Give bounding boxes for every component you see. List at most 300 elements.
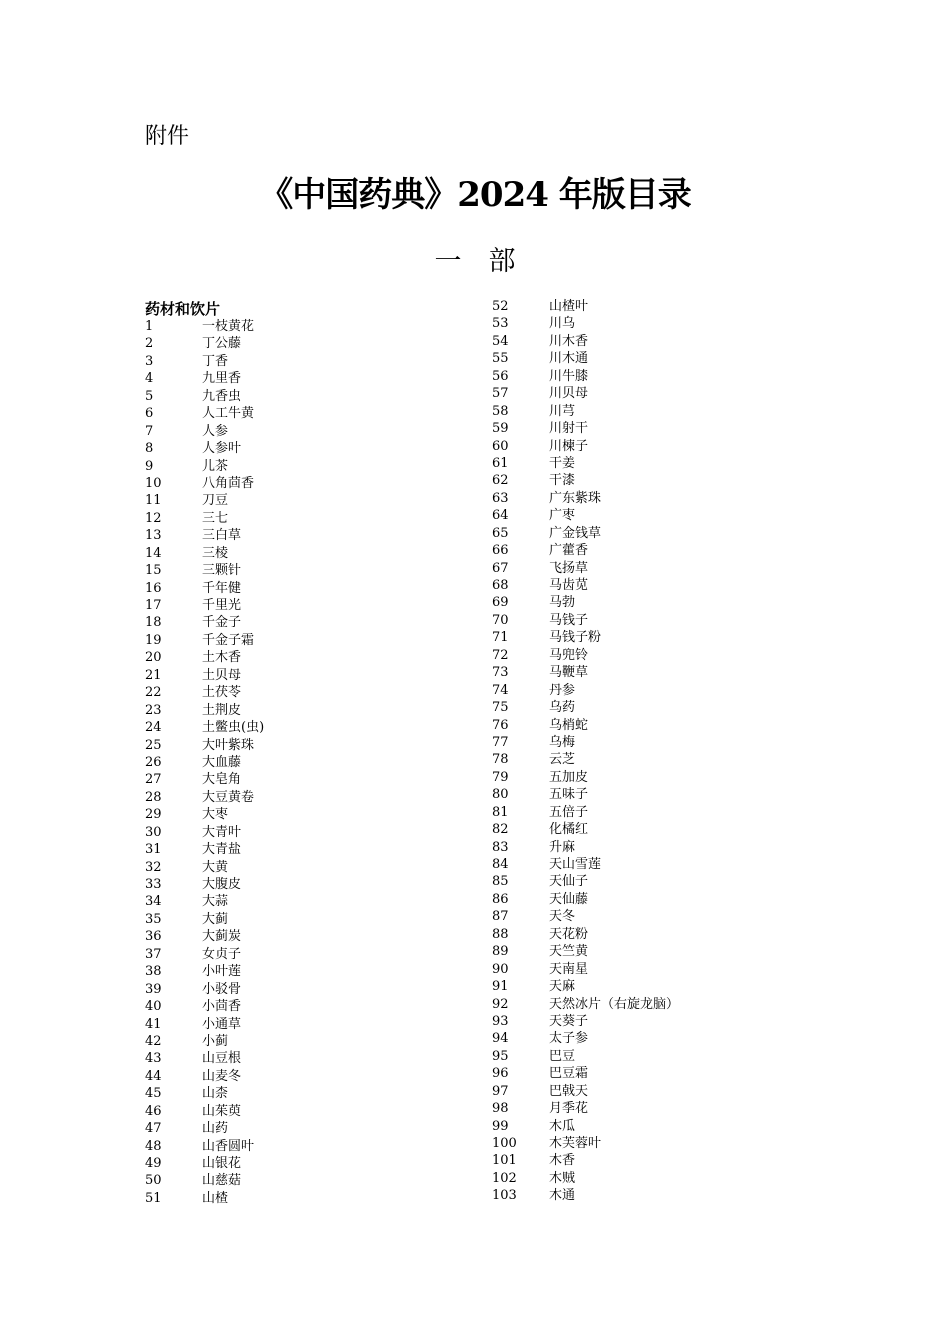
entry-name: 天竺黄 xyxy=(549,944,589,960)
entry-name: 土荆皮 xyxy=(202,702,242,718)
entry-name: 马齿苋 xyxy=(549,578,589,593)
entry-name: 月季花 xyxy=(549,1101,589,1117)
toc-entry xyxy=(492,1030,679,1047)
toc-entry xyxy=(492,403,679,420)
entry-number: 89 xyxy=(492,944,509,960)
toc-entry xyxy=(492,1152,679,1169)
entry-number: 82 xyxy=(492,822,509,838)
toc-entry xyxy=(145,737,264,754)
entry-name: 川牛膝 xyxy=(549,368,589,384)
entry-number: 31 xyxy=(145,842,162,858)
entry-number: 29 xyxy=(145,807,162,823)
entry-number: 33 xyxy=(145,877,162,892)
entry-name: 川楝子 xyxy=(549,438,589,454)
toc-entry xyxy=(145,1068,264,1085)
toc-entry xyxy=(145,475,264,492)
entry-number: 68 xyxy=(492,578,509,593)
entry-name: 人工牛黄 xyxy=(202,406,255,422)
toc-entry xyxy=(492,856,679,873)
toc-entry xyxy=(145,649,264,666)
entry-number: 42 xyxy=(145,1033,162,1049)
entry-name: 五倍子 xyxy=(549,804,589,820)
toc-entry xyxy=(492,472,679,489)
toc-entry xyxy=(145,597,264,614)
toc-entry xyxy=(492,490,679,507)
entry-name: 土鳖虫(虫) xyxy=(202,720,265,736)
entry-number: 8 xyxy=(145,441,154,457)
entry-name: 山慈菇 xyxy=(202,1173,242,1189)
entry-name: 天花粉 xyxy=(549,926,589,942)
toc-entry xyxy=(145,580,264,597)
entry-number: 38 xyxy=(145,964,162,980)
entry-name: 干漆 xyxy=(549,473,576,489)
entry-name: 天麻 xyxy=(549,979,576,995)
entry-number: 27 xyxy=(145,772,162,788)
section-heading: 药材和饮片 xyxy=(145,300,221,318)
toc-entry xyxy=(492,717,679,734)
entry-number: 62 xyxy=(492,473,509,489)
toc-entry xyxy=(492,577,679,594)
entry-name: 大枣 xyxy=(202,807,229,823)
entry-name: 乌梅 xyxy=(549,734,576,750)
entry-name: 川木香 xyxy=(549,333,589,349)
entry-name: 八角茴香 xyxy=(202,475,255,491)
entry-name: 大血藤 xyxy=(202,754,242,770)
entry-number: 15 xyxy=(145,563,162,579)
toc-entry xyxy=(492,996,679,1013)
toc-entry xyxy=(492,438,679,455)
entry-number: 78 xyxy=(492,752,509,768)
toc-entry xyxy=(145,335,264,352)
entry-number: 39 xyxy=(145,981,162,997)
entry-name: 五味子 xyxy=(549,787,589,803)
entry-number: 93 xyxy=(492,1013,509,1029)
entry-name: 大青叶 xyxy=(202,824,242,840)
entry-number: 45 xyxy=(145,1086,162,1102)
entry-number: 81 xyxy=(492,804,509,820)
toc-entry xyxy=(492,1013,679,1030)
entry-number: 4 xyxy=(145,371,154,387)
entry-number: 25 xyxy=(145,737,162,753)
entry-name: 小通草 xyxy=(202,1016,242,1032)
entry-number: 70 xyxy=(492,612,509,628)
entry-name: 马鞭草 xyxy=(549,665,589,681)
entry-number: 46 xyxy=(145,1103,162,1119)
entry-number: 61 xyxy=(492,455,509,471)
entry-number: 64 xyxy=(492,508,509,524)
toc-entry xyxy=(145,1033,264,1050)
entry-name: 大青盐 xyxy=(202,842,242,858)
entry-number: 17 xyxy=(145,598,162,613)
entry-number: 5 xyxy=(145,388,154,404)
toc-entry xyxy=(145,806,264,823)
entry-number: 24 xyxy=(145,720,162,736)
toc-entry xyxy=(492,839,679,856)
entry-name: 乌梢蛇 xyxy=(549,717,589,733)
entry-number: 75 xyxy=(492,700,509,716)
entry-name: 人参叶 xyxy=(202,441,242,457)
entry-number: 52 xyxy=(492,299,509,314)
entry-name: 飞扬草 xyxy=(549,560,589,576)
toc-entry xyxy=(145,719,264,736)
toc-entry xyxy=(492,961,679,978)
entry-name: 小叶莲 xyxy=(202,964,242,980)
entry-name: 小驳骨 xyxy=(202,981,242,997)
toc-entry xyxy=(492,368,679,385)
entry-name: 马钱子粉 xyxy=(549,630,602,646)
entry-number: 3 xyxy=(145,353,154,369)
toc-entry xyxy=(492,629,679,646)
toc-entry xyxy=(145,510,264,527)
toc-entry xyxy=(492,769,679,786)
entry-name: 千金子霜 xyxy=(202,632,255,648)
entry-number: 10 xyxy=(145,475,162,491)
toc-entry xyxy=(145,440,264,457)
entry-number: 63 xyxy=(492,490,509,506)
entry-number: 35 xyxy=(145,911,162,927)
entry-number: 59 xyxy=(492,421,509,437)
entry-number: 40 xyxy=(145,999,162,1015)
entry-name: 川射干 xyxy=(549,421,589,437)
entry-name: 大蓟炭 xyxy=(202,929,242,945)
toc-entry xyxy=(145,981,264,998)
entry-name: 丹参 xyxy=(549,682,576,698)
toc-entry xyxy=(492,612,679,629)
entry-number: 94 xyxy=(492,1031,509,1047)
entry-name: 乌药 xyxy=(549,700,576,716)
toc-entry xyxy=(145,388,264,405)
entry-name: 小茴香 xyxy=(202,999,242,1015)
attachment-label: 附件 xyxy=(145,124,190,149)
entry-number: 100 xyxy=(492,1136,517,1151)
entry-name: 马勃 xyxy=(549,595,576,611)
toc-column-right xyxy=(492,298,679,1205)
entry-name: 大黄 xyxy=(202,859,229,875)
entry-name: 丁公藤 xyxy=(202,336,242,352)
toc-entry xyxy=(145,458,264,475)
entry-name: 川芎 xyxy=(549,403,576,419)
toc-entry xyxy=(492,1065,679,1082)
toc-entry xyxy=(492,1100,679,1117)
entry-name: 木通 xyxy=(549,1188,576,1204)
entry-name: 山香圆叶 xyxy=(202,1138,255,1154)
entry-number: 56 xyxy=(492,368,509,384)
entry-name: 土木香 xyxy=(202,650,242,666)
toc-entry xyxy=(145,754,264,771)
entry-name: 土贝母 xyxy=(202,667,242,683)
entry-number: 41 xyxy=(145,1016,162,1032)
entry-number: 77 xyxy=(492,734,509,750)
toc-entry xyxy=(145,527,264,544)
entry-number: 23 xyxy=(145,702,162,718)
entry-number: 92 xyxy=(492,996,509,1012)
toc-entry xyxy=(145,824,264,841)
toc-entry xyxy=(145,492,264,509)
toc-entry xyxy=(492,664,679,681)
entry-number: 60 xyxy=(492,438,509,454)
entry-name: 天仙藤 xyxy=(549,891,589,907)
toc-entry xyxy=(145,370,264,387)
toc-entry xyxy=(145,1190,264,1207)
toc-entry xyxy=(492,315,679,332)
entry-number: 6 xyxy=(145,406,154,422)
entry-name: 马钱子 xyxy=(549,612,589,628)
entry-name: 丁香 xyxy=(202,353,229,369)
toc-entry xyxy=(492,734,679,751)
toc-entry xyxy=(492,1118,679,1135)
toc-entry xyxy=(492,908,679,925)
entry-number: 66 xyxy=(492,543,509,559)
toc-entry xyxy=(145,946,264,963)
entry-number: 16 xyxy=(145,580,162,596)
part-heading: 一 部 xyxy=(434,246,516,277)
entry-number: 50 xyxy=(145,1173,162,1189)
entry-name: 大腹皮 xyxy=(202,877,242,892)
toc-entry xyxy=(145,893,264,910)
entry-number: 30 xyxy=(145,824,162,840)
entry-number: 96 xyxy=(492,1066,509,1082)
toc-entry xyxy=(145,684,264,701)
entry-number: 14 xyxy=(145,545,162,561)
toc-entry xyxy=(145,911,264,928)
toc-entry xyxy=(492,1187,679,1204)
toc-entry xyxy=(145,1016,264,1033)
entry-number: 65 xyxy=(492,525,509,541)
entry-number: 76 xyxy=(492,717,509,733)
toc-entry xyxy=(145,928,264,945)
entry-name: 广藿香 xyxy=(549,543,589,559)
toc-entry xyxy=(492,1135,679,1152)
entry-number: 13 xyxy=(145,528,162,544)
toc-entry xyxy=(145,876,264,893)
entry-name: 广金钱草 xyxy=(549,525,602,541)
toc-entry xyxy=(492,804,679,821)
toc-entry xyxy=(145,1103,264,1120)
toc-entry xyxy=(492,507,679,524)
entry-name: 大蓟 xyxy=(202,911,229,927)
entry-number: 73 xyxy=(492,665,509,681)
entry-number: 79 xyxy=(492,769,509,785)
entry-name: 大叶紫珠 xyxy=(202,737,255,753)
entry-name: 山柰 xyxy=(202,1086,229,1102)
entry-number: 19 xyxy=(145,632,162,648)
entry-name: 小蓟 xyxy=(202,1033,229,1049)
entry-number: 18 xyxy=(145,615,162,631)
toc-entry xyxy=(492,926,679,943)
toc-entry xyxy=(492,455,679,472)
entry-name: 天南星 xyxy=(549,961,589,977)
toc-column-left xyxy=(145,318,264,1207)
entry-number: 84 xyxy=(492,857,509,872)
toc-entry xyxy=(145,841,264,858)
toc-entry xyxy=(492,682,679,699)
entry-number: 7 xyxy=(145,423,154,439)
entry-name: 巴豆霜 xyxy=(549,1066,589,1082)
entry-name: 山银花 xyxy=(202,1156,242,1171)
toc-entry xyxy=(492,594,679,611)
entry-name: 太子参 xyxy=(549,1031,589,1047)
entry-number: 83 xyxy=(492,839,509,855)
entry-number: 55 xyxy=(492,351,509,367)
toc-entry xyxy=(145,405,264,422)
toc-entry xyxy=(145,998,264,1015)
entry-name: 三颗针 xyxy=(202,563,242,579)
entry-name: 山楂 xyxy=(202,1190,229,1206)
entry-name: 三白草 xyxy=(202,528,242,544)
toc-entry xyxy=(492,1083,679,1100)
entry-name: 天山雪莲 xyxy=(549,857,602,872)
entry-number: 28 xyxy=(145,789,162,805)
toc-entry xyxy=(145,1155,264,1172)
entry-number: 22 xyxy=(145,685,162,701)
entry-name: 巴戟天 xyxy=(549,1083,589,1099)
entry-number: 11 xyxy=(145,493,162,509)
toc-entry xyxy=(492,943,679,960)
entry-name: 大皂角 xyxy=(202,772,242,788)
toc-entry xyxy=(492,560,679,577)
entry-name: 大蒜 xyxy=(202,894,229,910)
entry-name: 三七 xyxy=(202,510,229,526)
entry-number: 47 xyxy=(145,1121,162,1137)
toc-entry xyxy=(492,1048,679,1065)
entry-name: 川木通 xyxy=(549,351,589,367)
entry-number: 44 xyxy=(145,1068,162,1084)
toc-entry xyxy=(492,751,679,768)
toc-entry xyxy=(492,333,679,350)
toc-entry xyxy=(492,873,679,890)
toc-entry xyxy=(145,771,264,788)
entry-number: 9 xyxy=(145,458,154,474)
document-title: 《中国药典》2024 年版目录 xyxy=(259,175,691,215)
entry-number: 90 xyxy=(492,961,509,977)
entry-number: 51 xyxy=(145,1190,162,1206)
toc-entry xyxy=(492,525,679,542)
toc-entry xyxy=(145,423,264,440)
toc-entry xyxy=(492,978,679,995)
entry-name: 山药 xyxy=(202,1121,229,1137)
entry-name: 山麦冬 xyxy=(202,1068,242,1084)
entry-name: 天冬 xyxy=(549,909,576,925)
toc-entry xyxy=(145,353,264,370)
entry-number: 85 xyxy=(492,874,509,890)
toc-entry xyxy=(492,385,679,402)
entry-name: 木香 xyxy=(549,1153,576,1169)
entry-number: 48 xyxy=(145,1138,162,1154)
toc-entry xyxy=(145,1050,264,1067)
toc-entry xyxy=(145,859,264,876)
entry-number: 80 xyxy=(492,787,509,803)
toc-entry xyxy=(145,1120,264,1137)
toc-entry xyxy=(145,545,264,562)
entry-number: 91 xyxy=(492,979,509,995)
toc-entry xyxy=(145,614,264,631)
entry-number: 49 xyxy=(145,1156,162,1171)
entry-number: 58 xyxy=(492,403,509,419)
entry-name: 千里光 xyxy=(202,598,242,613)
entry-number: 54 xyxy=(492,333,509,349)
entry-name: 广枣 xyxy=(549,508,576,524)
entry-name: 大豆黄卷 xyxy=(202,789,255,805)
entry-name: 山豆根 xyxy=(202,1051,242,1067)
entry-name: 木芙蓉叶 xyxy=(549,1136,602,1151)
entry-name: 巴豆 xyxy=(549,1048,576,1064)
entry-number: 87 xyxy=(492,909,509,925)
entry-number: 86 xyxy=(492,891,509,907)
entry-number: 26 xyxy=(145,754,162,770)
entry-number: 2 xyxy=(145,336,154,352)
entry-name: 儿茶 xyxy=(202,458,229,474)
entry-number: 32 xyxy=(145,859,162,875)
toc-entry xyxy=(492,647,679,664)
entry-number: 34 xyxy=(145,894,162,910)
entry-number: 98 xyxy=(492,1101,509,1117)
entry-name: 九香虫 xyxy=(202,388,242,404)
toc-entry xyxy=(145,667,264,684)
toc-entry xyxy=(492,350,679,367)
toc-entry xyxy=(492,298,679,315)
entry-name: 马兜铃 xyxy=(549,647,589,663)
toc-entry xyxy=(145,1172,264,1189)
entry-number: 103 xyxy=(492,1188,517,1204)
toc-entry xyxy=(492,786,679,803)
entry-number: 57 xyxy=(492,386,509,402)
entry-number: 43 xyxy=(145,1051,162,1067)
toc-entry xyxy=(145,963,264,980)
toc-entry xyxy=(145,318,264,335)
toc-entry xyxy=(492,699,679,716)
entry-number: 69 xyxy=(492,595,509,611)
entry-name: 升麻 xyxy=(549,839,576,855)
entry-name: 山茱萸 xyxy=(202,1103,242,1119)
entry-name: 一枝黄花 xyxy=(202,319,255,334)
toc-entry xyxy=(145,702,264,719)
toc-entry xyxy=(145,789,264,806)
entry-name: 千年健 xyxy=(202,580,242,596)
entry-name: 土茯苓 xyxy=(202,685,242,701)
toc-entry xyxy=(492,542,679,559)
entry-number: 71 xyxy=(492,630,509,646)
toc-entry xyxy=(145,1138,264,1155)
entry-name: 九里香 xyxy=(202,371,242,387)
entry-number: 21 xyxy=(145,667,162,683)
entry-name: 木贼 xyxy=(549,1170,576,1186)
entry-number: 36 xyxy=(145,929,162,945)
entry-number: 12 xyxy=(145,510,162,526)
entry-name: 刀豆 xyxy=(202,493,229,509)
entry-number: 88 xyxy=(492,926,509,942)
entry-name: 天仙子 xyxy=(549,874,589,890)
entry-number: 102 xyxy=(492,1170,517,1186)
toc-entry xyxy=(492,1170,679,1187)
entry-name: 五加皮 xyxy=(549,769,589,785)
entry-name: 天然冰片（右旋龙脑） xyxy=(549,996,680,1012)
entry-number: 97 xyxy=(492,1083,509,1099)
toc-entry xyxy=(492,891,679,908)
toc-entry xyxy=(145,1085,264,1102)
entry-name: 人参 xyxy=(202,423,229,439)
entry-name: 天葵子 xyxy=(549,1013,589,1029)
toc-entry xyxy=(492,821,679,838)
toc-entry xyxy=(492,420,679,437)
toc-entry xyxy=(145,632,264,649)
entry-number: 99 xyxy=(492,1118,509,1134)
entry-name: 广东紫珠 xyxy=(549,490,602,506)
entry-name: 川乌 xyxy=(549,316,576,332)
entry-number: 67 xyxy=(492,560,509,576)
entry-name: 千金子 xyxy=(202,615,242,631)
entry-name: 化橘红 xyxy=(549,822,589,838)
entry-number: 95 xyxy=(492,1048,509,1064)
